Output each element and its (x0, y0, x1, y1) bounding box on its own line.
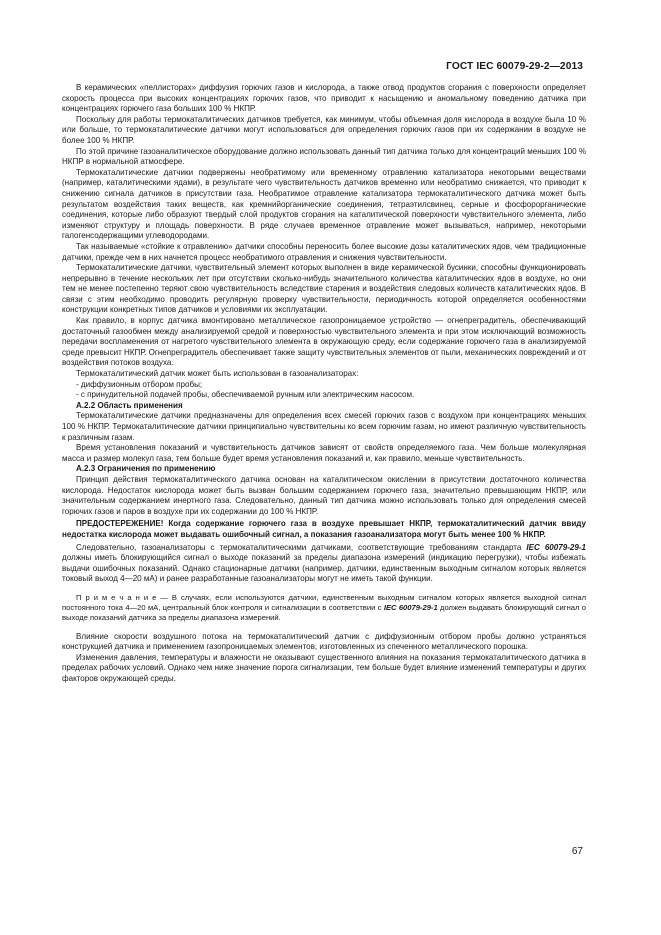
warning-paragraph: ПРЕДОСТЕРЕЖЕНИЕ! Когда содержание горючего газа в воздухе превышает НКПР, термокаталитический датчик ввиду недостатка кислорода может выдавать ошибочный сигнал, а показания газоанализатора могут быть менее 100 % НКПР. (62, 519, 586, 539)
text-run: П р и м е ч а н и е — В случаях, если используются датчики, единственным выходным сигналом которых является выходной сигнал постоянного тока 4—20 мА, центральный блок контроля и сигнализации в соответствии с (62, 592, 586, 613)
text-run: должны иметь блокирующийся сигнал о выходе показаний за пределы диапазона измерений (индикацию перегрузки), чтобы избежать выдачи ошибочных показаний. Однако стационарные датчики (например, датчики, единственным выходным сигналом которых является токовый выход 4—20 мА) и ранее разработанные газоанализаторы могут не иметь такой функции. (62, 553, 586, 584)
paragraph: Термокаталитический датчик может быть использован в газоанализаторах: (76, 369, 359, 379)
standard-reference: IEC 60079-29-1 (526, 542, 586, 552)
list-item: - с принудительной подачей пробы, обеспечиваемой ручным или электрическим насосом. (76, 390, 415, 400)
paragraph: По этой причине газоаналитическое оборудование должно использовать данный тип датчика только для концентраций меньших 100 % НКПР в нормальной атмосфере. (62, 146, 586, 167)
section-heading: А.2.3 Ограничения по применению (76, 464, 216, 474)
text-run: должен выдавать блокирующий сигнал о выходе показаний датчика за пределы диапазона измерений. (62, 603, 586, 623)
note-paragraph (62, 593, 586, 624)
paragraph: В керамических «пеллисторах» диффузия горючих газов и кислорода, а также отвод продуктов сгорания с поверхности определяет скорость процесса при высоких концентрациях горючих газов, что приводит к насыщению и аномальному поведению датчика при концентрациях горючего газа больших 100 % НКПР. (62, 83, 586, 114)
paragraph: Поскольку для работы термокаталитических датчиков требуется, как минимум, чтобы объемная доля кислорода в воздухе была 10 % или больше, то термокаталитические датчики могут использоваться для определения горючих газов при их содержании в воздухе не более 100 % НКПР. (62, 114, 586, 145)
paragraph: Время установления показаний и чувствительность датчиков зависят от свойств определяемого газа. Чем больше молекулярная масса и размер молекул газа, тем больше будет время установления показаний и, как правило, меньше чувствительность. (62, 443, 586, 463)
paragraph: Принцип действия термокаталитического датчика основан на каталитическом окислении в присутствии достаточного количества кислорода. Недостаток кислорода может быть вызван большим содержанием горючего газа, значительно превышающим НКПР, или значительным содержанием инертного газа. Следовательно, данный тип датчика можно использовать только для определения смесей горючих газов и паров в воздухе при их содержании до 100 % НКПР. (62, 474, 586, 516)
section-heading: А.2.2 Область применения (76, 400, 183, 410)
paragraph: Термокаталитические датчики предназначены для определения всех смесей горючих газов с воздухом при концентрациях меньших 100 % НКПР. Термокаталитические датчики принципиально чувствительны ко всем горючим газам, но имеют различную чувствительность к различным газам. (62, 411, 586, 442)
text-run: Следовательно, газоанализаторы с термокаталитическими датчиками, соответствующие требованиям стандарта (76, 542, 527, 552)
standard-reference: IEC 60079-29-1 (383, 603, 438, 613)
document-body (62, 83, 586, 684)
paragraph: Термокаталитические датчики подвержены необратимому или временному отравлению катализатора некоторыми веществами (например, каталитическими ядами), в результате чего чувствительность датчиков временно или необратимо снижается, что приводит к снижению сигнала датчиков в присутствии газа. Необратимое отравление катализатора термокаталитического датчика может быть результатом воздействия таких веществ, как кремнийорганические соединения, тетраэтилсвинец, серные и фосфорорганические соединения, которые либо образуют твердый слой продуктов сгорания на каталитической поверхности чувствительного элемента, либо изменяют структуру и площадь поверхности. В ряде случаев временное отравление может вызываться, например, некоторыми галогенсодержащими углеводородами. (62, 167, 586, 241)
list-item: - диффузионным отбором пробы; (76, 379, 203, 389)
document-header: ГОСТ IEC 60079-29-2—2013 (446, 61, 583, 72)
paragraph: Как правило, в корпус датчика вмонтировано металлическое газопроницаемое устройство — огнепреградитель, обеспечивающий достаточный газообмен между анализируемой средой и поверхностью чувствительного элемента и при этом исключающий возможность передачи воспламенения от нагретого чувствительного элемента в окружающую среду, если содержание горючего газа в анализируемой среде превысит НКПР. Огнепреградитель обеспечивает также защиту чувствительных элементов от пыли, механических повреждений и от воздействия потоков воздуха. (62, 316, 586, 368)
paragraph: Термокаталитические датчики, чувствительный элемент которых выполнен в виде керамической бусинки, способны функционировать непрерывно в течение нескольких лет при отсутствии сколько-нибудь значительного количества каталитических ядов в воздухе, но они тем не менее постепенно теряют свою чувствительность вследствие старения и воздействия следовых количеств каталитических ядов. В связи с этим необходимо проводить регулярную проверку чувствительности, периодичность которой определяется особенностями конструкции конкретных типов датчиков и условиями их эксплуатации. (62, 263, 586, 315)
paragraph: Так называемые «стойкие к отравлению» датчики способны переносить более высокие дозы каталитических ядов, чем традиционные датчики, прежде чем в них начнется процесс необратимого отравления и снижения чувствительности. (62, 241, 586, 262)
paragraph: Изменения давления, температуры и влажности не оказывают существенного влияния на показания термокаталитического датчика в пределах рабочих условий. Однако чем ниже значение порога сигнализации, тем больше будет влияние изменений температуры и других факторов окружающей среды. (62, 652, 586, 683)
page-number: 67 (571, 846, 583, 857)
paragraph: Влияние скорости воздушного потока на термокаталитический датчик с диффузионным отбором пробы должно устраняться конструкцией датчика и применением газопроницаемых элементов, изготовленных из спеченного металлического порошка. (62, 631, 586, 652)
paragraph (62, 543, 586, 585)
